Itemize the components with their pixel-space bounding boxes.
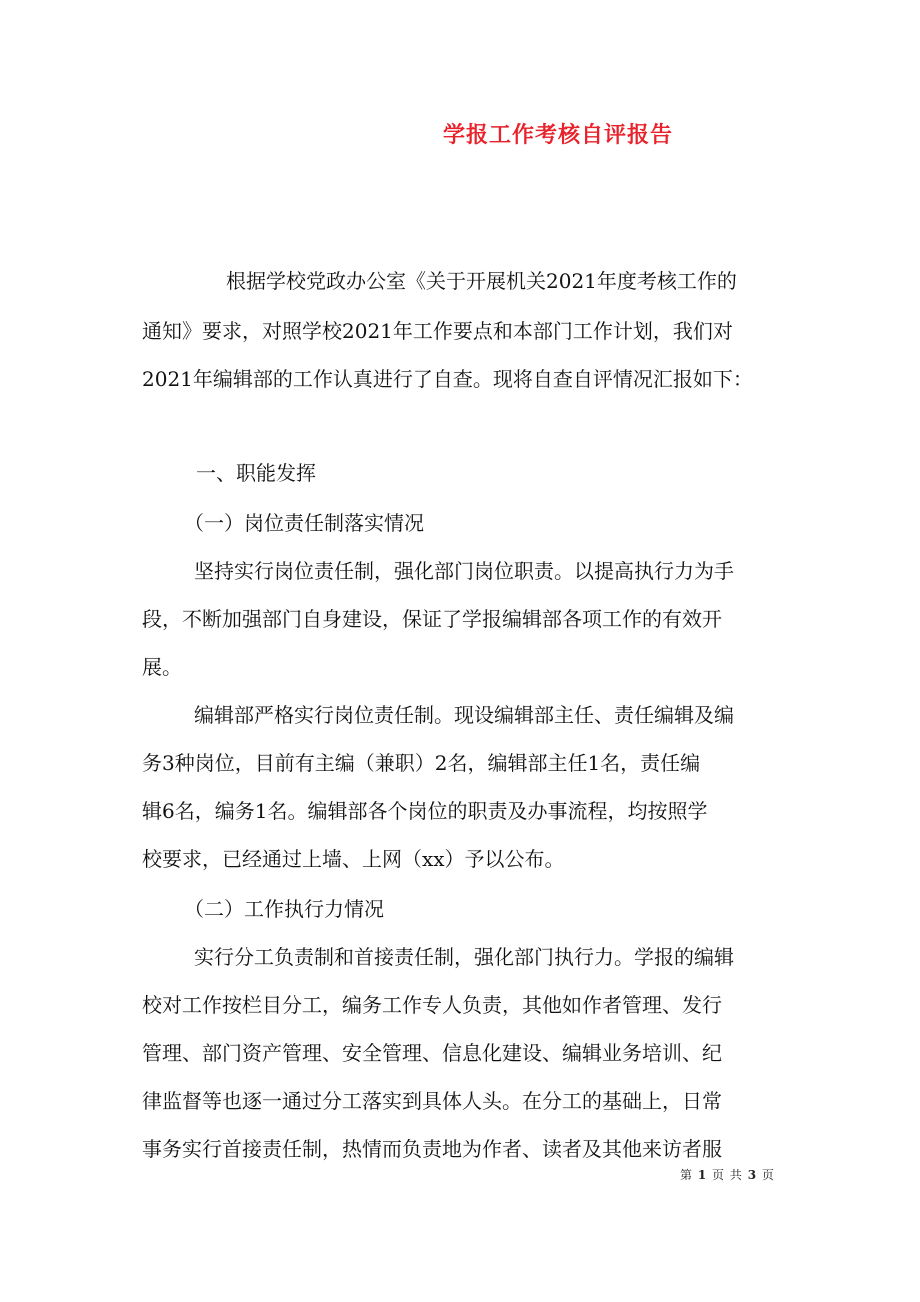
page-number-footer — [680, 1166, 775, 1183]
para3-line-1: 实行分工负责制和首接责任制，强化部门执行力。学报的编辑 — [194, 945, 734, 969]
footer-prefix: 第 — [680, 1168, 694, 1182]
intro-line-2: 通知》要求，对照学校2021年工作要点和本部门工作计划，我们对 — [142, 319, 733, 343]
para3-line-5: 事务实行首接责任制，热情而负责地为作者、读者及其他来访者服 — [142, 1137, 722, 1161]
para3-line-4: 律监督等也逐一通过分工落实到具体人头。在分工的基础上，日常 — [142, 1089, 722, 1113]
intro-line-1: 根据学校党政办公室《关于开展机关2021年度考核工作的 — [226, 269, 737, 293]
section-1-heading: 一、职能发挥 — [196, 461, 316, 485]
intro-line-3: 2021年编辑部的工作认真进行了自查。现将自查自评情况汇报如下： — [142, 367, 753, 391]
para2-line-3: 辑6名，编务1名。编辑部各个岗位的职责及办事流程，均按照学 — [142, 799, 708, 823]
footer-suffix: 页 — [761, 1168, 775, 1182]
subsection-1-heading: （一）岗位责任制落实情况 — [184, 511, 424, 535]
para2-line-2: 务3种岗位，目前有主编（兼职）2名，编辑部主任1名，责任编 — [142, 751, 701, 775]
para1-line-3: 展。 — [142, 655, 182, 679]
subsection-2-heading: （二）工作执行力情况 — [184, 897, 384, 921]
para1-line-1: 坚持实行岗位责任制，强化部门岗位职责。以提高执行力为手 — [194, 559, 734, 583]
document-title: 学报工作考核自评报告 — [442, 122, 673, 148]
para2-line-1: 编辑部严格实行岗位责任制。现设编辑部主任、责任编辑及编 — [194, 703, 734, 727]
para3-line-2: 校对工作按栏目分工，编务工作专人负责，其他如作者管理、发行 — [142, 993, 722, 1017]
footer-total-pages: 3 — [747, 1168, 758, 1182]
footer-middle: 页 共 — [712, 1168, 743, 1182]
footer-current-page: 1 — [697, 1168, 708, 1182]
para3-line-3: 管理、部门资产管理、安全管理、信息化建设、编辑业务培训、纪 — [142, 1041, 722, 1065]
para2-line-4: 校要求，已经通过上墙、上网（xx）予以公布。 — [142, 847, 565, 871]
para1-line-2: 段，不断加强部门自身建设，保证了学报编辑部各项工作的有效开 — [142, 607, 722, 631]
